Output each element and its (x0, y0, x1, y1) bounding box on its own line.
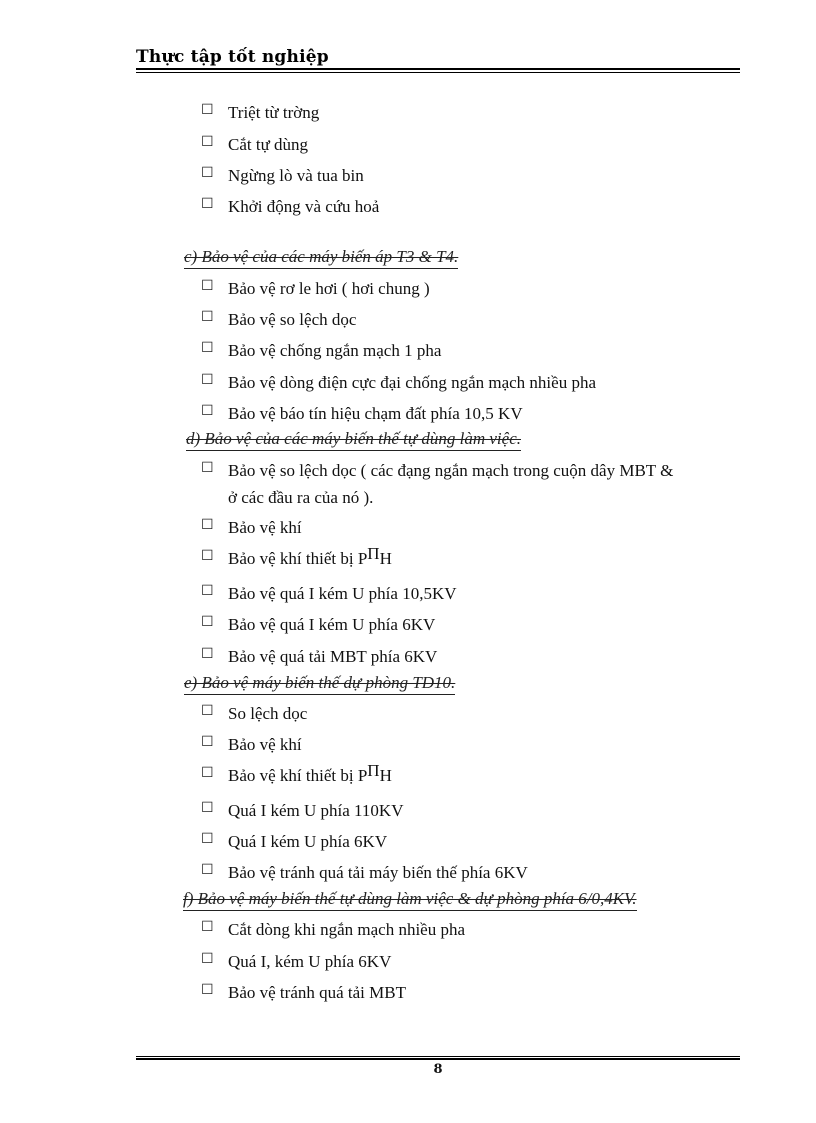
checkbox-icon: ☐ (201, 548, 214, 564)
checkbox-icon: ☐ (201, 134, 214, 150)
checkbox-icon: ☐ (201, 102, 214, 118)
checkbox-icon: ☐ (201, 340, 214, 356)
checkbox-icon: ☐ (201, 403, 214, 419)
checkbox-icon: ☐ (201, 982, 214, 998)
section-heading-d: d) Bảo vệ của các máy biến thế tự dùng làm việc. (186, 429, 521, 448)
page-header-title: Thực tập tốt nghiệp (136, 47, 329, 67)
checkbox-icon: ☐ (201, 165, 214, 181)
checkbox-icon: ☐ (201, 919, 214, 935)
checkbox-icon: ☐ (201, 951, 214, 967)
section-heading-c: c) Bảo vệ của các máy biến áp T3 & T4. (184, 247, 459, 266)
page-content: ☐ Triệt từ trờng ☐ Cắt tự dùng ☐ Ngừng lò và tua bin ☐ Khởi động và cứu hoả c) Bảo vệ của các máy biến áp T3 & T4. ☐ Bảo vệ rơ le hơi ( hơi chung ) ☐ Bảo vệ so lệch dọc ☐ Bảo vệ chống ngắn mạch 1 pha ☐ Bảo vệ dòng điện cực đại chống ngắn mạch nhiều pha ☐ Bảo vệ báo tín hiệu chạm đất phía 10,5 KV d) Bảo vệ của các máy biến thế tự dùng làm việc. ☐ Bảo vệ so lệch dọc ( các đạng ngắn mạch trong cuộn dây MBT & ở các đầu ra của nó ). ☐ Bảo vệ khí ☐ Bảo vệ khí thiết bị $P^\Pi H$ ☐ Bảo vệ quá I kém U phía 10,5KV ☐ Bảo vệ quá I kém U phía 6KV ☐ Bảo vệ quá tải MBT phía 6KV e) Bảo vệ máy biến thế dự phòng TD10. ☐ So lệch dọc ☐ Bảo vệ khí ☐ Bảo vệ khí thiết bị $P^\Pi H$ ☐ Quá I kém U phía 110KV ☐ Quá I kém U phía 6KV ☐ Bảo vệ tránh quá tải máy biến thế phía 6KV f) Bảo vệ máy biến thế tự dùng làm việc & dự phòng phía 6/0,4KV. ☐ Cắt dòng khi ngắn mạch nhiều pha ☐ Quá I, kém U phía 6KV ☐ Bảo vệ tránh quá tải MBT (183, 102, 674, 1002)
checkbox-icon: ☐ (201, 862, 214, 878)
section-heading-e: e) Bảo vệ máy biến thế dự phòng TD10. (184, 673, 456, 692)
checkbox-icon: ☐ (201, 703, 214, 719)
footer-rule (136, 1058, 740, 1060)
page-number: 8 (433, 1062, 443, 1077)
checkbox-icon: ☐ (201, 800, 214, 816)
checkbox-icon: ☐ (201, 614, 214, 630)
checkbox-icon: ☐ (201, 734, 214, 750)
checkbox-icon: ☐ (201, 309, 214, 325)
checkbox-icon: ☐ (201, 765, 214, 781)
checkbox-icon: ☐ (201, 460, 214, 476)
list-item-continuation: ở các đầu ra của nó ). (228, 488, 374, 507)
checkbox-icon: ☐ (201, 646, 214, 662)
checkbox-icon: ☐ (201, 583, 214, 599)
checkbox-icon: ☐ (201, 372, 214, 388)
checkbox-icon: ☐ (201, 831, 214, 847)
footer-rule-thin (136, 1056, 740, 1057)
checkbox-icon: ☐ (201, 278, 214, 294)
checkbox-icon: ☐ (201, 196, 214, 212)
checkbox-icon: ☐ (201, 517, 214, 533)
section-heading-f: f) Bảo vệ máy biến thế tự dùng làm việc & dự phòng phía 6/0,4KV. (183, 889, 637, 908)
